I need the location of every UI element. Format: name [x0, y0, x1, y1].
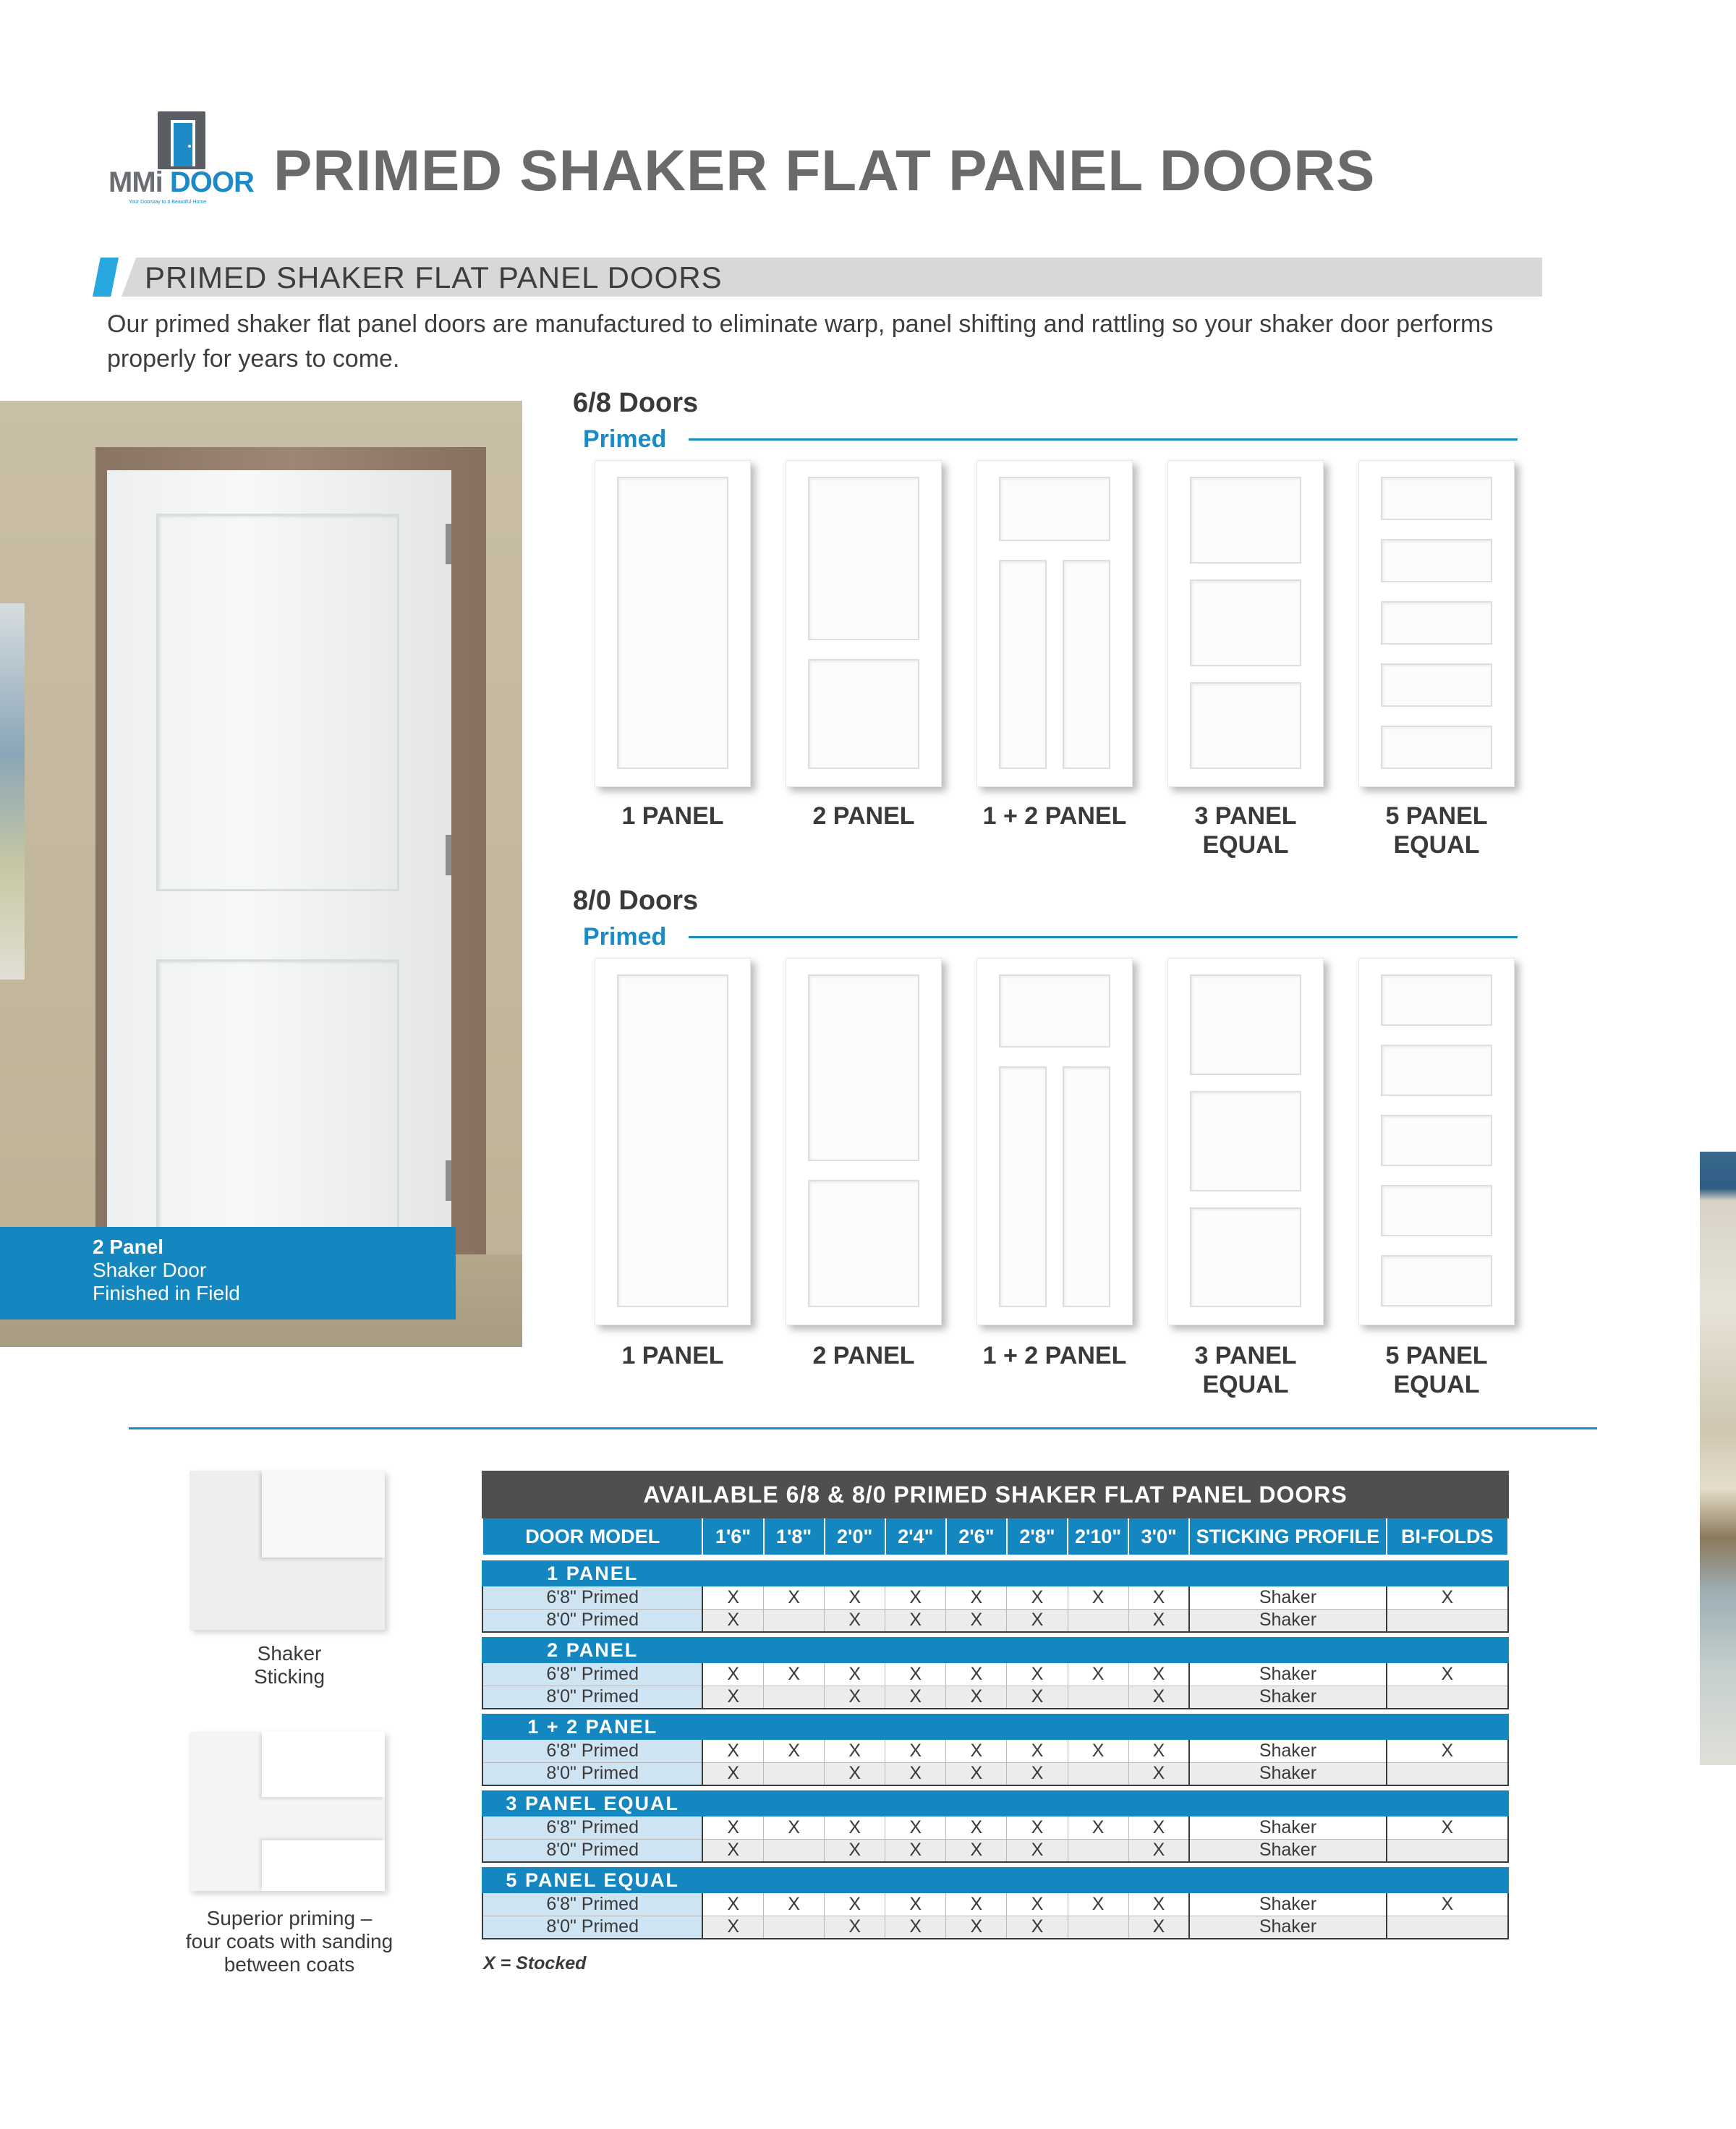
column-header: STICKING PROFILE: [1189, 1518, 1386, 1555]
table-cell: X: [1068, 1586, 1128, 1609]
table-cell: Shaker: [1189, 1816, 1386, 1839]
door-thumbnail: [977, 460, 1133, 787]
photo-caption: 2 Panel Shaker Door Finished in Field: [0, 1227, 456, 1320]
intro-text: Our primed shaker flat panel doors are manufactured to eliminate warp, panel shifting and rattling so your shaker door performs properly for years to come.: [107, 310, 1494, 373]
column-header: 3'0": [1128, 1518, 1189, 1555]
column-header: 2'4": [885, 1518, 946, 1555]
model-cell: 6'8" Primed: [482, 1816, 702, 1839]
table-group-row: [482, 1638, 1508, 1662]
table-cell: [1068, 1609, 1128, 1632]
door-panel: [1381, 601, 1492, 645]
hero-door-photo: [0, 401, 522, 1347]
table-cell: X: [825, 1586, 885, 1609]
door-thumbnail: [786, 958, 942, 1325]
column-header: 2'0": [825, 1518, 885, 1555]
table-cell: X: [1007, 1586, 1068, 1609]
table-cell: X: [946, 1586, 1007, 1609]
section-accent: [93, 258, 119, 297]
model-cell: 6'8" Primed: [482, 1662, 702, 1686]
table-cell: [1387, 1839, 1508, 1862]
table-cell: Shaker: [1189, 1609, 1386, 1632]
door-panel: [808, 477, 919, 640]
table-cell: X: [1068, 1892, 1128, 1916]
table-legend: X = Stocked: [483, 1953, 587, 1973]
column-header: 1'8": [764, 1518, 825, 1555]
table-cell: X: [885, 1586, 946, 1609]
door-panel: [617, 477, 728, 769]
table-cell: X: [885, 1609, 946, 1632]
table-group-row: [482, 1791, 1508, 1816]
table-row: [482, 1662, 1508, 1686]
table-cell: X: [1007, 1816, 1068, 1839]
table-row: [482, 1892, 1508, 1916]
table-cell: X: [946, 1686, 1007, 1709]
table-cell: X: [885, 1916, 946, 1939]
table-cell: X: [1387, 1662, 1508, 1686]
gallery-rule: [689, 438, 1518, 441]
table-cell: X: [1128, 1609, 1189, 1632]
gallery-title-8-0: 8/0 Doors: [573, 885, 699, 916]
column-header: 2'10": [1068, 1518, 1128, 1555]
door-panel: [1190, 477, 1301, 564]
gallery-rule: [689, 936, 1518, 938]
table-cell: X: [702, 1739, 763, 1762]
door-style-label: 1 PANEL: [621, 1342, 724, 1369]
page-title: PRIMED SHAKER FLAT PANEL DOORS: [273, 138, 1376, 203]
gallery-title-6-8: 6/8 Doors: [573, 388, 699, 418]
table-cell: Shaker: [1189, 1762, 1386, 1785]
table-cell: [764, 1839, 825, 1862]
model-cell: 8'0" Primed: [482, 1839, 702, 1862]
door-panel: [1381, 663, 1492, 707]
table-cell: X: [1007, 1686, 1068, 1709]
door-panel: [999, 477, 1110, 541]
table-cell: [1068, 1762, 1128, 1785]
door-style-label: 1 + 2 PANEL: [982, 1342, 1127, 1369]
table-cell: [764, 1686, 825, 1709]
table-cell: [764, 1762, 825, 1785]
table-cell: X: [1007, 1762, 1068, 1785]
door-panel: [1190, 1091, 1301, 1191]
table-cell: X: [946, 1916, 1007, 1939]
adjacent-page-photo-edge: [1700, 1152, 1736, 1765]
table-cell: X: [1007, 1892, 1068, 1916]
brand-logo[interactable]: [107, 110, 252, 204]
table-cell: X: [764, 1892, 825, 1916]
group-name: 1 + 2 PANEL: [482, 1714, 702, 1739]
table-cell: X: [1128, 1839, 1189, 1862]
table-cell: X: [885, 1762, 946, 1785]
door-style-label: 5 PANEL EQUAL: [1385, 802, 1488, 859]
table-header-row: [482, 1518, 1508, 1555]
upper-panel: [156, 514, 399, 891]
shaker-sticking-caption: Shaker Sticking: [253, 1642, 326, 1688]
door-panel: [617, 974, 728, 1307]
table-cell: X: [946, 1839, 1007, 1862]
table-cell: X: [702, 1892, 763, 1916]
table-cell: X: [1128, 1816, 1189, 1839]
table-cell: X: [702, 1586, 763, 1609]
column-header: DOOR MODEL: [482, 1518, 702, 1555]
priming-sample: [190, 1732, 385, 1891]
table-cell: X: [1007, 1916, 1068, 1939]
group-name: 3 PANEL EQUAL: [482, 1791, 702, 1816]
table-cell: X: [825, 1839, 885, 1862]
group-name: 5 PANEL EQUAL: [482, 1868, 702, 1892]
door-thumbnail: [786, 460, 942, 787]
model-cell: 6'8" Primed: [482, 1892, 702, 1916]
table-cell: X: [1387, 1892, 1508, 1916]
table-group-row: [482, 1714, 1508, 1739]
table-cell: X: [1387, 1586, 1508, 1609]
table-cell: X: [1387, 1739, 1508, 1762]
hinge-icon: [446, 835, 451, 875]
table-cell: X: [1128, 1662, 1189, 1686]
table-cell: X: [1128, 1916, 1189, 1939]
group-name: 2 PANEL: [482, 1638, 702, 1662]
table-cell: X: [1007, 1609, 1068, 1632]
table-cell: X: [885, 1686, 946, 1709]
table-cell: X: [885, 1739, 946, 1762]
column-header: 2'6": [946, 1518, 1007, 1555]
gallery-subtitle-8-0: Primed: [583, 923, 667, 951]
table-cell: X: [702, 1916, 763, 1939]
shaker-sticking-sample: [190, 1471, 385, 1630]
door-panel: [1381, 726, 1492, 769]
door-panel: [999, 1066, 1047, 1307]
model-cell: 8'0" Primed: [482, 1916, 702, 1939]
door-panel: [1063, 1066, 1110, 1307]
table-cell: X: [1128, 1586, 1189, 1609]
table-cell: X: [702, 1839, 763, 1862]
door-style-label: 3 PANEL EQUAL: [1194, 1342, 1297, 1398]
table-cell: X: [946, 1609, 1007, 1632]
table-cell: X: [1068, 1662, 1128, 1686]
table-cell: [1387, 1916, 1508, 1939]
table-cell: X: [825, 1739, 885, 1762]
door-panel: [808, 659, 919, 769]
table-cell: X: [1128, 1686, 1189, 1709]
model-cell: 8'0" Primed: [482, 1609, 702, 1632]
table-row: [482, 1916, 1508, 1939]
door-panel: [1381, 477, 1492, 520]
table-cell: Shaker: [1189, 1916, 1386, 1939]
door-thumbnail: [1358, 460, 1515, 787]
door-slab: [107, 470, 451, 1347]
table-row: [482, 1586, 1508, 1609]
model-cell: 6'8" Primed: [482, 1739, 702, 1762]
table-cell: Shaker: [1189, 1839, 1386, 1862]
door-thumbnail: [1358, 958, 1515, 1325]
table-cell: [1068, 1839, 1128, 1862]
door-style-label: 1 PANEL: [621, 802, 724, 830]
table-cell: X: [946, 1892, 1007, 1916]
table-cell: [1068, 1916, 1128, 1939]
table-cell: X: [1068, 1816, 1128, 1839]
table-cell: X: [825, 1916, 885, 1939]
door-panel: [1190, 1207, 1301, 1307]
table-cell: X: [885, 1662, 946, 1686]
table-cell: Shaker: [1189, 1892, 1386, 1916]
section-header: [93, 258, 1542, 297]
door-panel: [1063, 560, 1110, 769]
column-header: 1'6": [702, 1518, 763, 1555]
gallery-subtitle-6-8: Primed: [583, 425, 667, 453]
door-style-label: 5 PANEL EQUAL: [1385, 1342, 1488, 1398]
logo-tagline: Your Doorway to a Beautiful Home: [129, 200, 207, 205]
table-cell: X: [764, 1586, 825, 1609]
table-row: [482, 1609, 1508, 1632]
table-cell: [764, 1609, 825, 1632]
table-cell: X: [1387, 1816, 1508, 1839]
table-group-row: [482, 1561, 1508, 1586]
table-cell: X: [702, 1609, 763, 1632]
table-row: [482, 1816, 1508, 1839]
door-thumbnail: [1167, 460, 1324, 787]
table-cell: X: [1128, 1892, 1189, 1916]
table-cell: [1068, 1686, 1128, 1709]
table-cell: X: [825, 1816, 885, 1839]
section-divider: [129, 1427, 1597, 1429]
table-cell: X: [825, 1762, 885, 1785]
table-cell: X: [1007, 1662, 1068, 1686]
table-cell: X: [946, 1762, 1007, 1785]
table-cell: X: [885, 1816, 946, 1839]
door-panel: [1381, 1045, 1492, 1096]
table-cell: X: [825, 1892, 885, 1916]
door-panel: [1190, 682, 1301, 769]
door-thumbnail: [977, 958, 1133, 1325]
table-cell: [1387, 1762, 1508, 1785]
table-cell: X: [1068, 1739, 1128, 1762]
door-icon: [158, 111, 205, 169]
table-row: [482, 1839, 1508, 1862]
table-cell: X: [702, 1816, 763, 1839]
model-cell: 8'0" Primed: [482, 1686, 702, 1709]
door-panel: [808, 1180, 919, 1307]
door-style-label: 1 + 2 PANEL: [982, 802, 1127, 830]
table-cell: Shaker: [1189, 1586, 1386, 1609]
table-cell: X: [885, 1839, 946, 1862]
table-cell: X: [825, 1662, 885, 1686]
table-cell: X: [825, 1609, 885, 1632]
table-cell: X: [825, 1686, 885, 1709]
table-cell: X: [1128, 1762, 1189, 1785]
column-header: BI-FOLDS: [1387, 1518, 1508, 1555]
door-style-label: 2 PANEL: [812, 802, 915, 830]
table-cell: X: [764, 1816, 825, 1839]
table-cell: [1387, 1686, 1508, 1709]
table-cell: [1387, 1609, 1508, 1632]
door-thumbnail: [595, 958, 751, 1325]
table-cell: X: [1128, 1739, 1189, 1762]
table-cell: X: [946, 1816, 1007, 1839]
door-panel: [1381, 974, 1492, 1026]
table-cell: X: [702, 1662, 763, 1686]
table-cell: Shaker: [1189, 1686, 1386, 1709]
table-row: [482, 1762, 1508, 1785]
table-row: [482, 1686, 1508, 1709]
hinge-icon: [446, 1160, 451, 1201]
table-cell: Shaker: [1189, 1662, 1386, 1686]
table-cell: X: [764, 1739, 825, 1762]
door-panel: [1381, 539, 1492, 582]
logo-wordmark: MMi DOOR: [109, 166, 254, 198]
hinge-icon: [446, 524, 451, 564]
model-cell: 8'0" Primed: [482, 1762, 702, 1785]
table-cell: [764, 1916, 825, 1939]
priming-caption: Superior priming – four coats with sanding between coats: [185, 1907, 393, 1976]
table-cell: X: [1007, 1739, 1068, 1762]
table-row: [482, 1739, 1508, 1762]
group-name: 1 PANEL: [482, 1561, 702, 1586]
door-style-label: 2 PANEL: [812, 1342, 915, 1369]
table-group-row: [482, 1868, 1508, 1892]
door-thumbnail: [1167, 958, 1324, 1325]
door-panel: [1190, 974, 1301, 1075]
door-style-label: 3 PANEL EQUAL: [1194, 802, 1297, 859]
door-panel: [1190, 579, 1301, 666]
table-cell: X: [946, 1739, 1007, 1762]
column-header: 2'8": [1007, 1518, 1068, 1555]
availability-table: [482, 1471, 1509, 1939]
table-cell: Shaker: [1189, 1739, 1386, 1762]
door-thumbnail: [595, 460, 751, 787]
table-cell: X: [764, 1662, 825, 1686]
table-cell: X: [702, 1686, 763, 1709]
table-cell: X: [702, 1762, 763, 1785]
model-cell: 6'8" Primed: [482, 1586, 702, 1609]
wall-art-image: [0, 603, 25, 979]
table-cell: X: [946, 1662, 1007, 1686]
door-panel: [999, 560, 1047, 769]
table-cell: X: [885, 1892, 946, 1916]
door-panel: [999, 974, 1110, 1047]
door-panel: [1381, 1185, 1492, 1236]
door-panel: [808, 974, 919, 1161]
section-title: PRIMED SHAKER FLAT PANEL DOORS: [145, 260, 723, 294]
table-cell: X: [1007, 1839, 1068, 1862]
door-panel: [1381, 1255, 1492, 1306]
door-panel: [1381, 1115, 1492, 1166]
table-title: AVAILABLE 6/8 & 8/0 PRIMED SHAKER FLAT PANEL DOORS: [482, 1471, 1508, 1518]
